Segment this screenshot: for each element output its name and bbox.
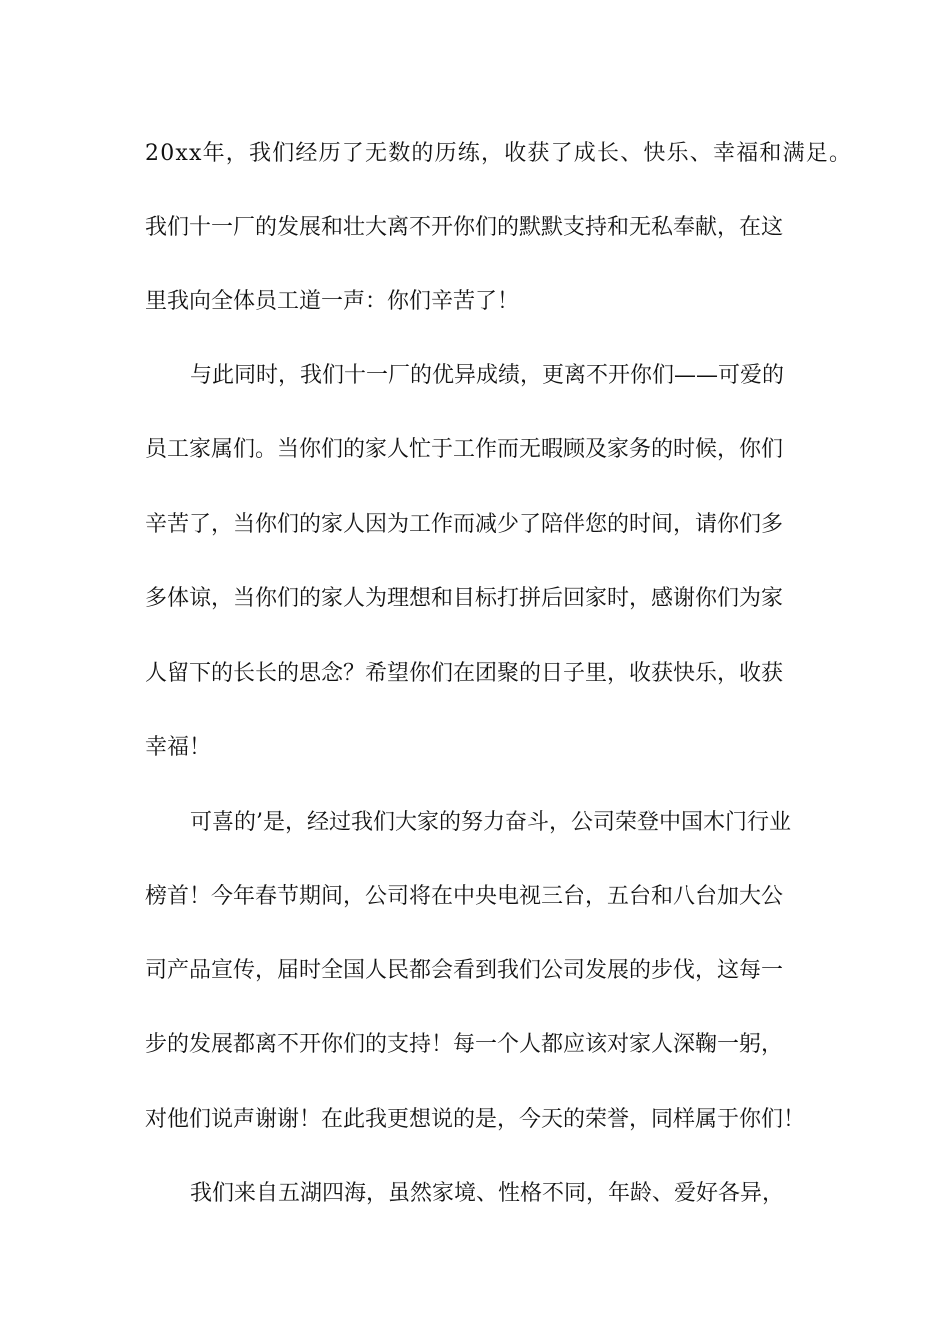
paragraph-line: 辛苦了，当你们的家人因为工作而减少了陪伴您的时间，请你们多 xyxy=(145,512,784,537)
paragraph-line: 可喜的’是，经过我们大家的努力奋斗，公司荣登中国木门行业 xyxy=(190,810,791,835)
paragraph-line: 我们来自五湖四海，虽然家境、性格不同，年龄、爱好各异， xyxy=(190,1181,785,1206)
paragraph-line: 我们十一厂的发展和壮大离不开你们的默默支持和无私奉献，在这 xyxy=(145,215,784,240)
paragraph-line: 员工家属们。当你们的家人忙于工作而无暇顾及家务的时候，你们 xyxy=(145,437,784,462)
paragraph-line: 榜首！今年春节期间，公司将在中央电视三台，五台和八台加大公 xyxy=(145,884,784,909)
paragraph-line: 与此同时，我们十一厂的优异成绩，更离不开你们——可爱的 xyxy=(190,363,785,388)
paragraph-line: 里我向全体员工道一声：你们辛苦了！ xyxy=(145,289,520,314)
paragraph-line: 幸福！ xyxy=(145,735,212,760)
paragraph-line: 司产品宣传，届时全国人民都会看到我们公司发展的步伐，这每一 xyxy=(145,958,784,983)
paragraph-line: 20xx年，我们经历了无数的历练，收获了成长、快乐、幸福和满足。 xyxy=(145,141,853,166)
paragraph-line: 对他们说声谢谢！在此我更想说的是，今天的荣誉，同样属于你们！ xyxy=(145,1107,806,1132)
paragraph-line: 步的发展都离不开你们的支持！每一个人都应该对家人深鞠一躬， xyxy=(145,1032,784,1057)
paragraph-line: 多体谅，当你们的家人为理想和目标打拼后回家时，感谢你们为家 xyxy=(145,586,784,611)
paragraph-line: 人留下的长长的思念？希望你们在团聚的日子里，收获快乐，收获 xyxy=(145,661,784,686)
